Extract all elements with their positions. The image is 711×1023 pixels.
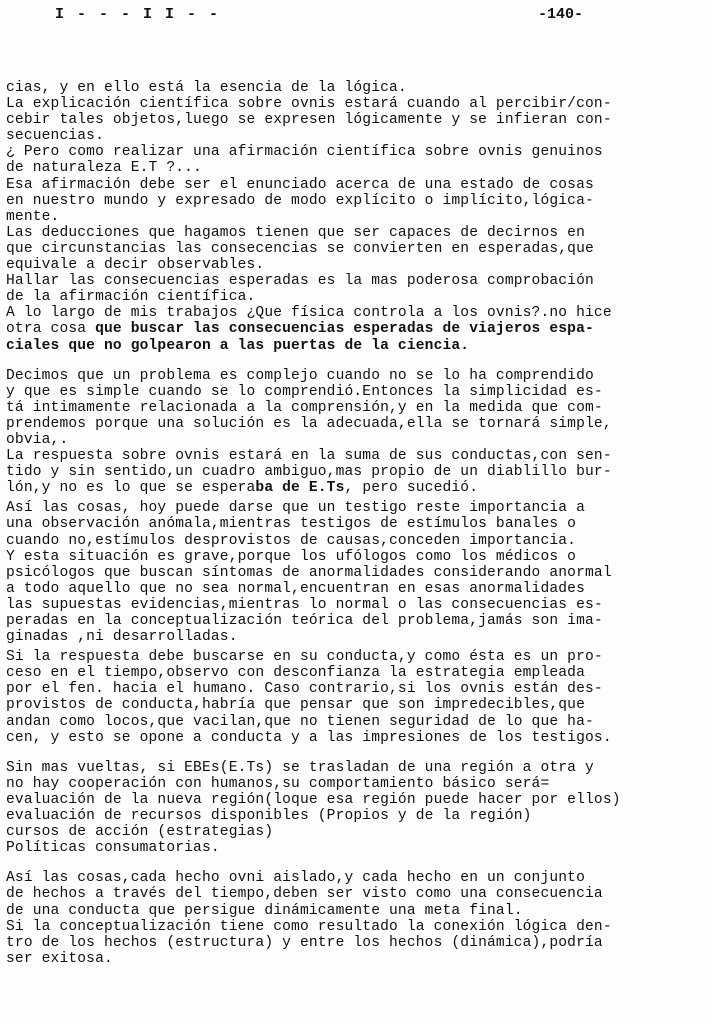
text-line-bold — [6, 338, 706, 354]
text-line: a todo aquello que no sea normal,encuentran en esas anormalidades — [6, 580, 585, 597]
text-line: Sin mas vueltas, si EBEs(E.Ts) se trasladan de una región a otra y — [6, 759, 594, 776]
text-line: en nuestro mundo y expresado de modo explícito o implícito,lógica- — [6, 192, 594, 209]
paragraph-ebes-behavior — [6, 760, 706, 857]
text-line: prendemos porque una solución es la adecuada,ella se tornará simple, — [6, 415, 612, 432]
text-line: evaluación de recursos disponibles (Propios y de la región) — [6, 808, 532, 825]
text-line: mente. — [6, 208, 60, 225]
text-line: cursos de acción (estrategias) — [6, 824, 274, 841]
section-marker: I - - - I I - - — [55, 6, 221, 23]
text-line-mixed — [6, 480, 706, 496]
text-line: no hay cooperación con humanos,su comportamiento básico será= — [6, 775, 550, 792]
text-line: psicólogos que buscan síntomas de anormalidades considerando anormal — [6, 564, 612, 581]
text-line: equivale a decir observables. — [6, 257, 265, 274]
paragraph-witnesses — [6, 500, 706, 645]
text-line: que circunstancias las consecencias se convierten en esperadas,que — [6, 240, 594, 257]
text-line: ceso en el tiempo,observo con desconfianza la estrategia empleada — [6, 665, 585, 682]
text-prefix: lón,y no es lo que se espera — [6, 480, 256, 497]
text-line: las supuestas evidencias,mientras lo normal o las consecuencias es- — [6, 596, 603, 613]
text-line: cias, y en ello está la esencia de la lógica. — [6, 80, 407, 96]
text-line-mixed — [6, 321, 706, 337]
text-line: una observación anómala,mientras testigos de estímulos banales o — [6, 516, 577, 533]
text-line: La respuesta sobre ovnis estará en la suma de sus conductas,con sen- — [6, 448, 612, 465]
text-line: cen, y esto se opone a conducta y a las impresiones de los testigos. — [6, 729, 612, 746]
text-line: Si la conceptualización tiene como resultado la conexión lógica den- — [6, 918, 612, 935]
paragraph-complexity — [6, 368, 706, 497]
text-line: Políticas consumatorias. — [6, 840, 220, 857]
text-line: tá intimamente relacionada a la comprensión,y en la medida que com- — [6, 399, 603, 416]
text-line: cebir tales objetos,luego se expresen lógicamente y se infieran con- — [6, 112, 612, 129]
spacer — [6, 856, 706, 870]
paragraph-conduct — [6, 649, 706, 746]
text-line: Decimos que un problema es complejo cuando no se lo ha comprendido — [6, 367, 594, 384]
text-line: Así las cosas,cada hecho ovni aislado,y cada hecho en un conjunto — [6, 870, 585, 887]
text-line: Hallar las consecuencias esperadas es la mas poderosa comprobación — [6, 273, 594, 290]
bold-text: ciales que no golpearon a las puertas de la ciencia. — [6, 337, 470, 354]
spacer — [6, 354, 706, 368]
text-line: La explicación científica sobre ovnis estará cuando al percibir/con- — [6, 96, 612, 113]
text-line: peradas en la conceptualización teórica del problema,jamás son ima- — [6, 613, 603, 629]
paragraph-logic-science — [6, 80, 706, 354]
bold-text: ba de E.Ts — [255, 480, 345, 497]
text-line: obvia,. — [6, 431, 69, 448]
text-suffix: , pero sucedió. — [344, 480, 479, 497]
text-line: tido y sin sentido,un cuadro ambiguo,mas propio de un diablillo bur- — [6, 464, 612, 481]
text-line: evaluación de la nueva región(loque esa región puede hacer por ellos) — [6, 791, 621, 808]
text-line: de la afirmación científica. — [6, 289, 256, 306]
paragraph-conclusion — [6, 870, 706, 967]
text-line: tro de los hechos (estructura) y entre los hechos (dinámica),podría — [6, 934, 603, 951]
text-line: ¿ Pero como realizar una afirmación científica sobre ovnis genuinos — [6, 144, 603, 161]
text-line: Esa afirmación debe ser el enunciado acerca de una estado de cosas — [6, 176, 594, 193]
text-line: Las deducciones que hagamos tienen que ser capaces de decirnos en — [6, 224, 585, 241]
text-line: A lo largo de mis trabajos ¿Que física controla a los ovnis?.no hice — [6, 305, 612, 322]
text-line: y que es simple cuando se lo comprendió.Entonces la simplicidad es- — [6, 383, 603, 400]
text-line: de hechos a través del tiempo,deben ser visto como una consecuencia — [6, 886, 603, 903]
text-line: Y esta situación es grave,porque los ufólogos como los médicos o — [6, 548, 577, 565]
text-line: de naturaleza E.T ?... — [6, 160, 202, 177]
page-number: -140- — [538, 6, 584, 23]
text-line: andan como locos,que vacilan,que no tienen seguridad de lo que ha- — [6, 713, 594, 730]
text-line: ser exitosa. — [6, 950, 113, 967]
page-body — [6, 80, 706, 967]
text-line: ginadas ,ni desarrolladas. — [6, 629, 238, 646]
text-prefix: otra cosa — [6, 321, 96, 338]
text-line: Si la respuesta debe buscarse en su conducta,y como ésta es un pro- — [6, 649, 603, 666]
text-line: cuando no,estímulos desprovistos de causas,conceden importancia. — [6, 532, 577, 549]
text-line: Así las cosas, hoy puede darse que un testigo reste importancia a — [6, 500, 585, 517]
text-line: provistos de conducta,habría que pensar que son impredecibles,que — [6, 697, 585, 714]
text-line: por el fen. hacia el humano. Caso contrario,si los ovnis están des- — [6, 681, 603, 698]
page-header — [0, 4, 711, 28]
text-line: de una conducta que persigue dinámicamente una meta final. — [6, 902, 523, 919]
text-line: secuencias. — [6, 128, 104, 145]
bold-text: que buscar las consecuencias esperadas de viajeros espa- — [95, 321, 594, 338]
spacer — [6, 746, 706, 760]
